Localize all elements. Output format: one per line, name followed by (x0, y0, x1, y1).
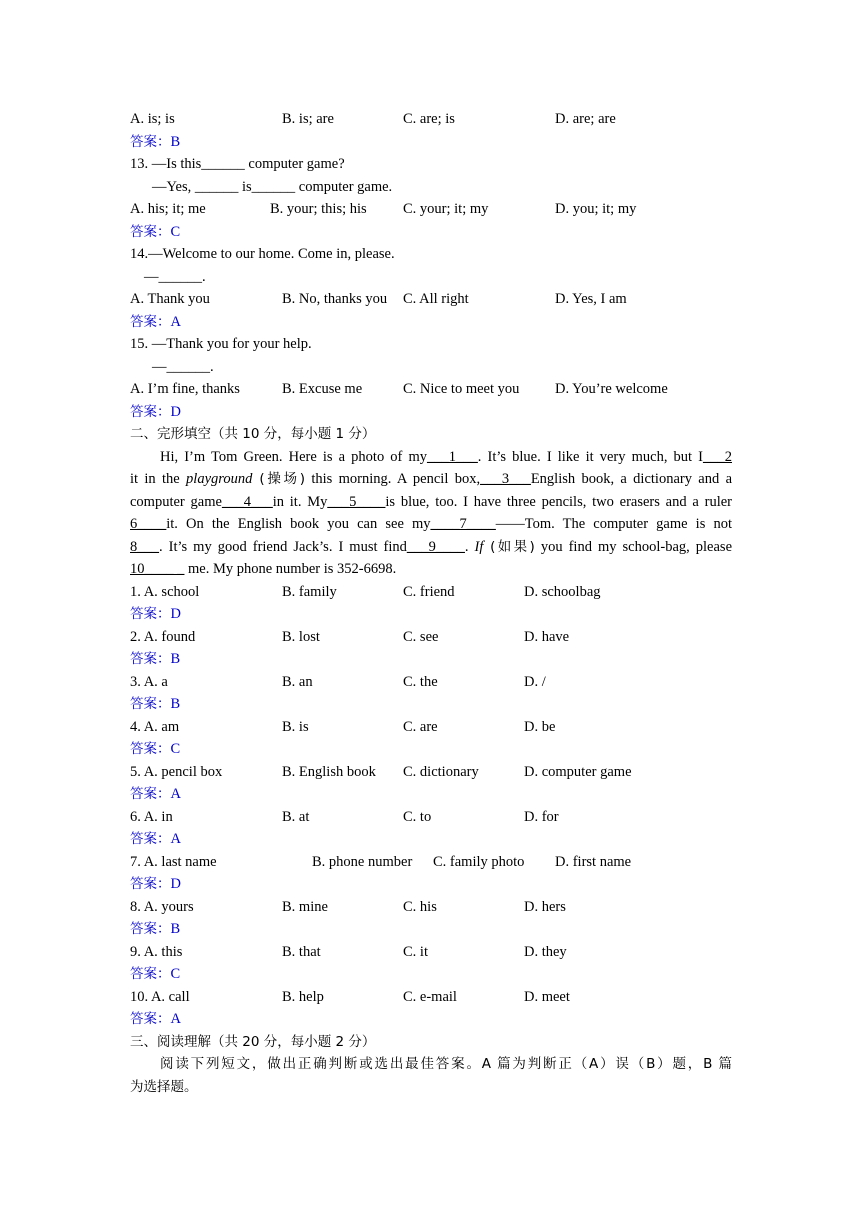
answer-label: 答案： (130, 313, 171, 330)
q12-option-c: C. are; is (403, 111, 455, 127)
cloze-3-options (130, 671, 732, 694)
cloze-3-option-b: B. an (282, 673, 313, 690)
cloze-passage (130, 446, 732, 581)
cloze-10-option-c: C. e-mail (403, 988, 457, 1005)
q15-option-a: A. I’m fine, thanks (130, 381, 240, 397)
section-3-instructions (130, 1053, 732, 1098)
q13-option-c: C. your; it; my (403, 201, 489, 217)
cloze-5-options (130, 761, 732, 784)
q13-question: 13. —Is this______ computer game? (130, 156, 345, 172)
cloze-7-option-c: C. family photo (433, 853, 525, 870)
passage-line-3: computer game___4___in it. My___5____is blue, too. I have three pencils, two erasers and a ruler (130, 493, 732, 510)
passage-line-1: Hi, I’m Tom Green. Here is a photo of my___1___. It’s blue. I like it very much, but I___2 (160, 448, 732, 465)
q15-answer (130, 401, 732, 424)
q13-response: —Yes, ______ is______ computer game. (152, 178, 393, 195)
q14-option-c: C. All right (403, 291, 469, 307)
worksheet (130, 108, 732, 1098)
answer-label: 答案： (130, 741, 171, 757)
passage-line-4: 6____it. On the English book you can see my____7____——Tom. The computer game is not (130, 516, 733, 532)
q12-option-b: B. is; are (282, 111, 334, 127)
answer-value: B (170, 133, 181, 150)
cloze-4-options (130, 716, 732, 739)
q14-question: 14.—Welcome to our home. Come in, please. (130, 246, 395, 262)
answer-value: A (170, 786, 181, 802)
cloze-1-option-a: 1. A. school (130, 583, 200, 600)
answer-value: D (170, 606, 181, 622)
cloze-9-option-d: D. they (524, 943, 567, 960)
answer-label: 答案： (130, 651, 171, 667)
cloze-1-answer (130, 603, 732, 626)
blank-9: ___9____ (406, 538, 465, 555)
cloze-4-option-c: C. are (403, 718, 438, 735)
answer-value: B (170, 651, 181, 667)
cloze-8-answer (130, 918, 732, 941)
cloze-6-option-b: B. at (282, 808, 310, 825)
q13-option-b: B. your; this; his (270, 201, 367, 217)
blank-10: 10____ _ (130, 561, 185, 577)
q14-options (130, 288, 732, 311)
cloze-8-option-c: C. his (403, 898, 437, 915)
q15-options (130, 378, 732, 401)
blank-1: ___1___ (427, 448, 478, 465)
cloze-2-option-d: D. have (524, 628, 570, 645)
answer-label: 答案： (130, 876, 171, 892)
passage-line-5: 8___. It’s my good friend Jack’s. I must find___9____. If (如果) you find my school-bag, please (130, 538, 733, 555)
q13-options (130, 198, 732, 221)
section-3-title: 三、阅读理解（共 20 分，每小题 2 分） (130, 1033, 376, 1050)
cloze-7-option-d: D. first name (555, 853, 632, 870)
cloze-4-option-d: D. be (524, 718, 556, 735)
cloze-3-option-c: C. the (403, 673, 438, 690)
cloze-2-option-c: C. see (403, 628, 439, 645)
q15-option-b: B. Excuse me (282, 381, 363, 397)
q12-option-d: D. are; are (555, 111, 616, 127)
q14-option-d: D. Yes, I am (555, 291, 627, 307)
cloze-5-option-c: C. dictionary (403, 763, 479, 780)
answer-label: 答案： (130, 831, 171, 847)
cloze-7-option-b: B. phone number (312, 853, 413, 870)
cloze-5-option-d: D. computer game (524, 763, 632, 780)
cloze-5-option-a: 5. A. pencil box (130, 763, 223, 780)
cloze-2-option-b: B. lost (282, 628, 320, 645)
cloze-7-options (130, 851, 732, 874)
cloze-8-option-a: 8. A. yours (130, 898, 194, 915)
blank-7: ____7____ (430, 516, 496, 532)
answer-value: C (170, 741, 181, 757)
answer-label: 答案： (130, 403, 171, 420)
cloze-10-option-d: D. meet (524, 988, 570, 1005)
cloze-1-option-c: C. friend (403, 583, 455, 600)
cloze-6-options (130, 806, 732, 829)
cloze-6-option-d: D. for (524, 808, 559, 825)
cloze-9-option-c: C. it (403, 943, 428, 960)
answer-label: 答案： (130, 1011, 171, 1027)
answer-label: 答案： (130, 966, 171, 982)
q12-answer (130, 131, 732, 154)
cloze-4-option-a: 4. A. am (130, 718, 180, 735)
cloze-4-answer (130, 738, 732, 761)
cloze-6-answer (130, 828, 732, 851)
cloze-4-option-b: B. is (282, 718, 309, 735)
answer-label: 答案： (130, 921, 171, 937)
cloze-9-options (130, 941, 732, 964)
cloze-2-option-a: 2. A. found (130, 628, 196, 645)
answer-value: C (170, 223, 181, 240)
cloze-7-answer (130, 873, 732, 896)
q15-option-c: C. Nice to meet you (403, 381, 520, 397)
cloze-items (130, 581, 732, 1031)
q15-option-d: D. You’re welcome (555, 381, 668, 397)
cloze-10-answer (130, 1008, 732, 1031)
q15-question: 15. —Thank you for your help. (130, 336, 312, 352)
cloze-8-option-b: B. mine (282, 898, 328, 915)
answer-label: 答案： (130, 606, 171, 622)
q14-option-b: B. No, thanks you (282, 291, 388, 307)
cloze-1-option-b: B. family (282, 583, 337, 600)
answer-value: C (170, 966, 181, 982)
q13-option-a: A. his; it; me (130, 201, 206, 217)
answer-value: A (170, 1011, 181, 1027)
answer-label: 答案： (130, 786, 171, 802)
answer-value: B (170, 696, 181, 712)
cloze-1-option-d: D. schoolbag (524, 583, 601, 600)
cloze-10-option-b: B. help (282, 988, 324, 1005)
blank-4: ___4___ (221, 493, 273, 510)
cloze-6-option-c: C. to (403, 808, 432, 825)
cloze-9-option-a: 9. A. this (130, 943, 183, 960)
q14-response: —______. (144, 268, 206, 285)
blank-8: 8___ (130, 538, 159, 555)
cloze-3-option-d: D. / (524, 673, 546, 690)
instructions-line-1: 阅读下列短文，做出正确判断或选出最佳答案。A 篇为判断正（A）误（B）题，B 篇 (160, 1056, 732, 1072)
cloze-7-option-a: 7. A. last name (130, 853, 217, 870)
cloze-2-options (130, 626, 732, 649)
answer-label: 答案： (130, 133, 171, 150)
answer-value: B (170, 921, 181, 937)
answer-value: A (170, 831, 181, 847)
cloze-3-answer (130, 693, 732, 716)
q14-answer (130, 311, 732, 334)
cloze-1-options (130, 581, 732, 604)
cloze-3-option-a: 3. A. a (130, 673, 168, 690)
q12-options (130, 108, 732, 131)
q14-option-a: A. Thank you (130, 291, 210, 307)
blank-5: ___5____ (327, 493, 386, 510)
passage-line-6: 10____ _ me. My phone number is 352-6698. (130, 561, 397, 577)
blank-6: 6____ (130, 516, 167, 532)
cloze-2-answer (130, 648, 732, 671)
blank-3: ___3___ (480, 471, 531, 487)
answer-label: 答案： (130, 223, 171, 240)
q12-option-a: A. is; is (130, 111, 175, 127)
q13-answer (130, 221, 732, 244)
cloze-10-options (130, 986, 732, 1009)
cloze-10-option-a: 10. A. call (130, 988, 190, 1005)
cloze-8-option-d: D. hers (524, 898, 566, 915)
instructions-line-2: 为选择题。 (130, 1078, 198, 1095)
cloze-8-options (130, 896, 732, 919)
answer-label: 答案： (130, 696, 171, 712)
answer-value: D (170, 876, 181, 892)
section-2-title: 二、完形填空（共 10 分，每小题 1 分） (130, 426, 376, 442)
cloze-9-option-b: B. that (282, 943, 321, 960)
answer-value: A (170, 313, 181, 330)
passage-line-2: it in the playground (操场) this morning. A pencil box,___3___English book, a dictionary and a (130, 471, 733, 487)
cloze-6-option-a: 6. A. in (130, 808, 173, 825)
blank-2: ___2 (703, 448, 732, 465)
q15-response: —______. (152, 358, 214, 375)
cloze-5-option-b: B. English book (282, 763, 376, 780)
q13-option-d: D. you; it; my (555, 201, 637, 217)
cloze-5-answer (130, 783, 732, 806)
answer-value: D (170, 403, 181, 420)
cloze-9-answer (130, 963, 732, 986)
